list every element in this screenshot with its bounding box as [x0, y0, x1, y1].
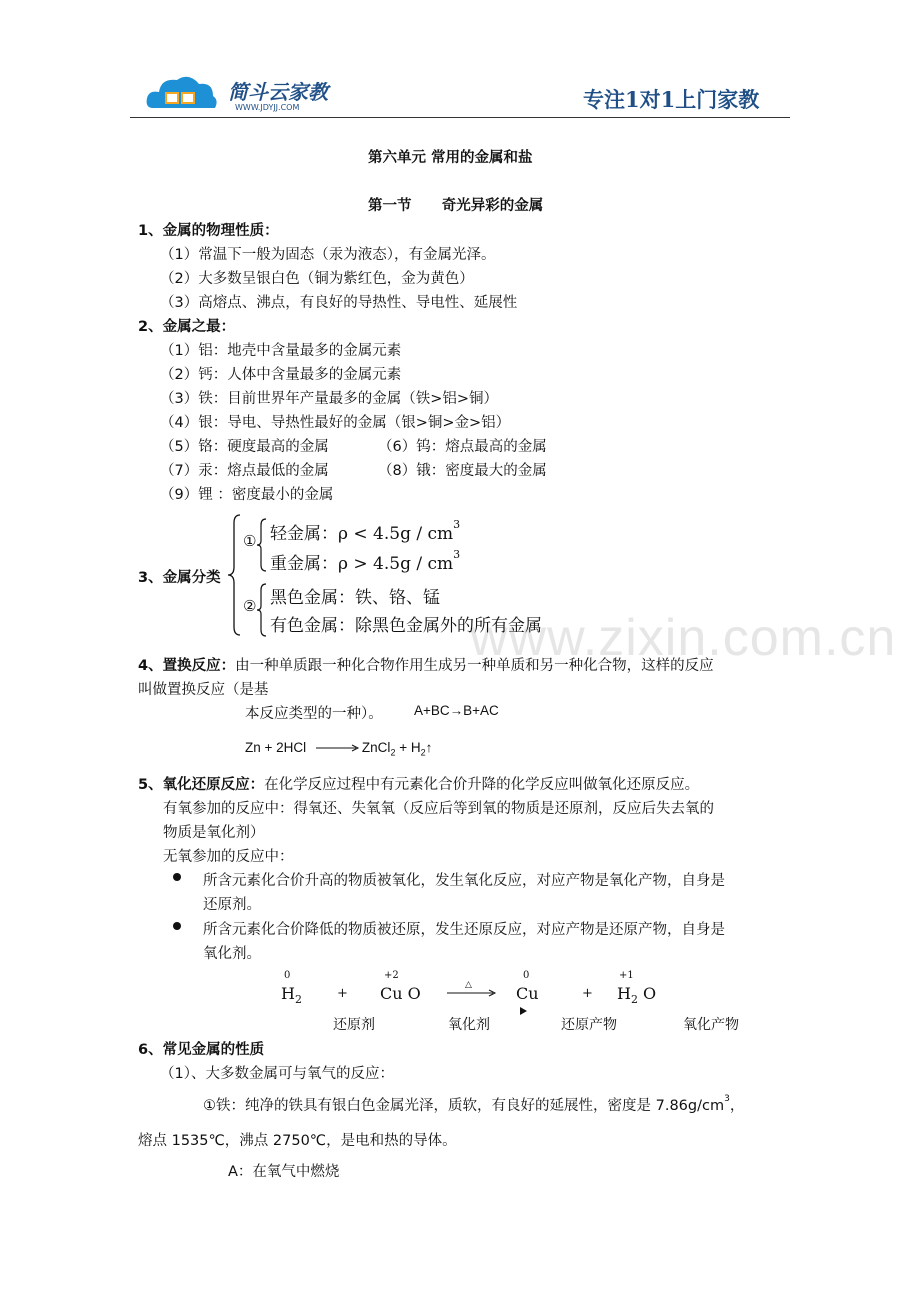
small-triangle-icon: [519, 1006, 529, 1016]
plus-sign: +: [582, 986, 593, 1001]
s5-bullet1a: 所含元素化合价升高的物质被氧化，发生氧化反应，对应产物是氧化产物，自身是: [203, 873, 725, 889]
label-reduction-product: 还原产物: [561, 1017, 617, 1033]
s2-item: （6）钨：熔点最高的金属: [378, 439, 547, 455]
s5-oxy2: 物质是氧化剂）: [163, 825, 265, 841]
s2-item: （4）银：导电、导热性最好的金属（银>铜>金>铝）: [160, 415, 511, 431]
h2o-formula: $H_2$ O: [617, 984, 657, 1007]
s5-nooxy: 无氧参加的反应中：: [163, 849, 294, 865]
s2-item: （3）铁：目前世界年产量最多的金属（铁>铝>铜）: [160, 391, 499, 407]
heat-condition: △: [465, 980, 472, 990]
s4-line2: 叫做置换反应（是基: [138, 682, 269, 698]
s6-iron2: 熔点 1535℃，沸点 2750℃，是电和热的导体。: [138, 1133, 457, 1149]
s6-a: A：在氧气中燃烧: [228, 1164, 340, 1180]
cuo-valence: +2: [384, 970, 399, 981]
s5-bullet2a: 所含元素化合价降低的物质被还原，发生还原反应，对应产物是还原产物，自身是: [203, 922, 725, 938]
s6-heading: 6、常见金属的性质: [138, 1042, 265, 1058]
s5-bullet2b: 氧化剂。: [203, 946, 261, 962]
reaction-arrow: [316, 743, 360, 753]
s1-item: （1）常温下一般为固态（汞为液态），有金属光泽。: [160, 247, 496, 263]
header-divider: [130, 117, 790, 118]
s2-item: （8）锇：密度最大的金属: [378, 463, 547, 479]
cu-valence: 0: [523, 970, 530, 981]
s5-line1: 5、氧化还原反应：在化学反应过程中有元素化合价升降的化学反应叫做氧化还原反应。: [138, 777, 700, 793]
s3-heading: 3、金属分类: [138, 570, 221, 586]
s1-item: （2）大多数呈银白色（铜为紫红色，金为黄色）: [160, 271, 474, 287]
h2o-valence: +1: [619, 970, 634, 981]
s4-line3: 本反应类型的一种）。: [245, 706, 383, 722]
label-oxidizer: 氧化剂: [448, 1017, 490, 1033]
watermark: www.zixin.com.cn: [470, 609, 897, 667]
group-mark-2: ②: [243, 597, 257, 615]
cuo-formula: Cu O: [380, 984, 421, 1003]
s5-oxy1: 有氧参加的反应中：得氧还、失氧氧（反应后等到氧的物质是还原剂，反应后失去氧的: [163, 801, 714, 817]
unit-title: 第六单元 常用的金属和盐: [368, 150, 533, 166]
s5-bullet1b: 还原剂。: [203, 897, 261, 913]
s2-item: （5）铬：硬度最高的金属: [160, 439, 329, 455]
logo-url: WWW.JDYJJ.COM: [235, 103, 300, 112]
black-metal: 黑色金属：铁、铬、锰: [270, 588, 440, 608]
s1-heading: 1、金属的物理性质：: [138, 223, 279, 239]
colored-metal: 有色金属：除黑色金属外的所有金属: [270, 616, 542, 636]
reaction-arrow: [447, 988, 497, 998]
group-mark-1: ①: [243, 532, 257, 550]
h2-formula: $H_2$: [281, 984, 302, 1007]
zn-equation: Zn + 2HCl ZnCl$_2$ + $H_2↑$: [245, 740, 433, 758]
s6-sub1: （1）、大多数金属可与氧气的反应：: [160, 1066, 394, 1082]
s4-line1: 4、置换反应：由一种单质跟一种化合物作用生成另一种单质和另一种化合物，这样的反应: [138, 658, 714, 674]
s2-item: （9）锂 ：密度最小的金属: [160, 487, 334, 503]
logo-text: 简斗云家教: [228, 80, 328, 104]
heavy-metal: 重金属：$\rho > 4.5g / cm^3$: [270, 548, 461, 574]
s6-iron1: ①铁：纯净的铁具有银白色金属光泽，质软，有良好的延展性，密度是 $7.86g/cm^3$，: [203, 1094, 745, 1114]
header-slogan: 专注1对1上门家教: [583, 87, 760, 112]
section-title: 第一节 奇光异彩的金属: [368, 198, 544, 214]
s2-heading: 2、金属之最：: [138, 319, 236, 335]
inner-brace-2: [256, 582, 268, 638]
general-reaction: A+BC→B+AC: [414, 703, 499, 718]
h2-valence: 0: [284, 970, 291, 981]
s2-item: （1）铝：地壳中含量最多的金属元素: [160, 343, 402, 359]
bullet-icon: [173, 922, 181, 930]
label-oxidation-product: 氧化产物: [683, 1017, 739, 1033]
s1-item: （3）高熔点、沸点，有良好的导热性、导电性、延展性: [160, 295, 518, 311]
inner-brace-1: [256, 517, 268, 573]
outer-brace: [226, 513, 242, 637]
s2-item: （7）汞：熔点最低的金属: [160, 463, 329, 479]
cu-formula: Cu: [516, 984, 539, 1003]
s2-item: （2）钙：人体中含量最多的金属元素: [160, 367, 402, 383]
bullet-icon: [173, 873, 181, 881]
label-reducer: 还原剂: [333, 1017, 375, 1033]
light-metal: 轻金属：$\rho < 4.5g / cm^3$: [270, 518, 461, 544]
plus-sign: +: [337, 986, 348, 1001]
